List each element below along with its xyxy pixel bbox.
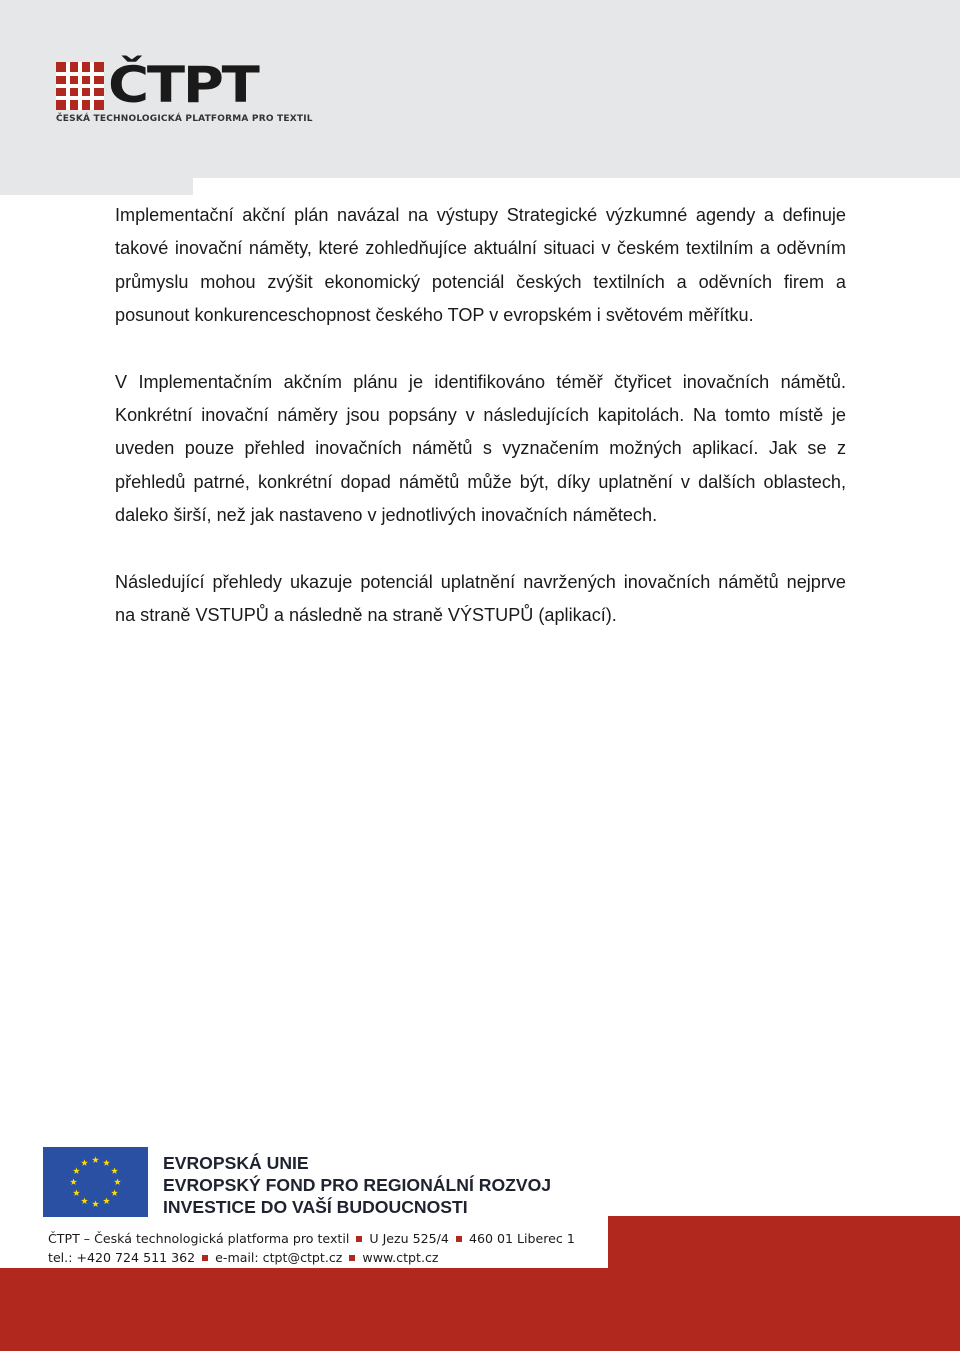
separator-square-icon [202,1255,208,1261]
eu-line-investment: INVESTICE DO VAŠÍ BUDOUCNOSTI [163,1197,468,1217]
separator-square-icon [349,1255,355,1261]
document-body [115,199,846,665]
logo-wordmark: ČTPT [108,56,258,114]
contact-org: ČTPT – Česká technologická platforma pro textil [48,1231,350,1246]
eu-funding-text [163,1152,551,1218]
separator-square-icon [356,1236,362,1242]
paragraph-2: V Implementačním akčním plánu je identifikováno téměř čtyřicet inovačních námětů. Konkrétní inovační náměry jsou popsány v následujících kapitolách. Na tomto místě je uveden pouze přehled inovačních námětů s vyznačením možných aplikací. Jak se z přehledů patrné, konkrétní dopad námětů může být, díky uplatnění v dalších oblastech, daleko širší, než jak nastaveno v jednotlivých inovačních námětech. [115,371,846,526]
eu-line-union: EVROPSKÁ UNIE [163,1153,309,1173]
logo-subtitle: ČESKÁ TECHNOLOGICKÁ PLATFORMA PRO TEXTIL [56,114,313,124]
paragraph-1: Implementační akční plán navázal na výstupy Strategické výzkumné agendy a definuje takové inovační náměty, které zohledňujíce aktuální situaci v českém textilním a oděvním průmyslu mohou zvýšit ekonomický potenciál českých textilních a oděvních firem a posunout konkurenceschopnost českého TOP v evropském i světovém měřítku. [115,205,846,326]
contact-line-address [48,1229,575,1248]
logo-cross-icon [56,62,104,110]
separator-square-icon [456,1236,462,1242]
contact-city: 460 01 Liberec 1 [468,1231,575,1246]
eu-flag-icon [43,1147,148,1217]
eu-line-fund: EVROPSKÝ FOND PRO REGIONÁLNÍ ROZVOJ [163,1175,552,1195]
contact-line-phone [48,1248,575,1267]
contact-info [48,1229,575,1267]
contact-web[interactable]: www.ctpt.cz [362,1250,439,1265]
ctpt-logo [56,56,313,126]
contact-phone: tel.: +420 724 511 362 [48,1250,196,1265]
contact-address: U Jezu 525/4 [369,1231,449,1246]
contact-email[interactable]: e-mail: ctpt@ctpt.cz [215,1250,343,1265]
paragraph-3: Následující přehledy ukazuje potenciál uplatnění navržených inovačních námětů nejprve na straně VSTUPŮ a následně na straně VÝSTUPŮ (aplikací). [115,571,846,626]
